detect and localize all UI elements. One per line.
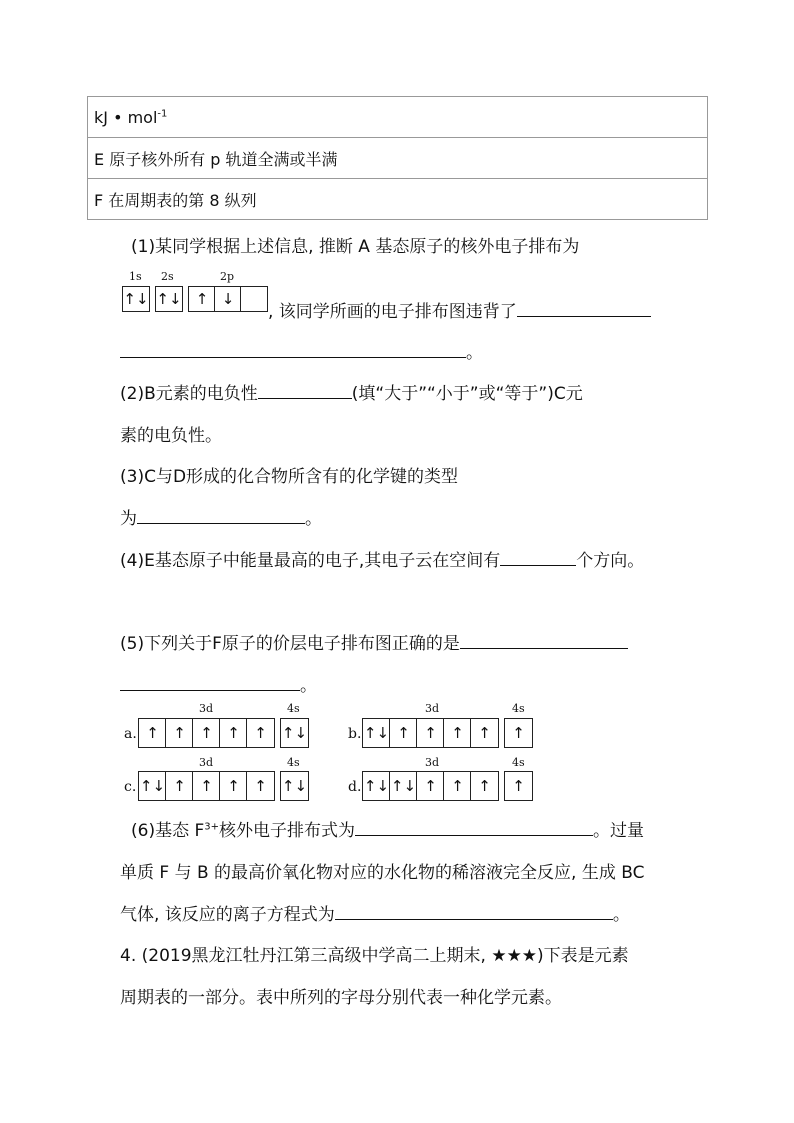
orbital-box-3d: ↑ (389, 718, 418, 748)
orbital-box-3d: ↑ (192, 718, 221, 748)
info-table (87, 96, 708, 220)
option-b-letter: b. (348, 726, 362, 742)
q2-line2: 素的电负性。 (120, 426, 222, 446)
unit-superscript: -1 (157, 108, 168, 120)
orbital-label-2s: 2s (161, 270, 174, 283)
q1-line2 (120, 338, 483, 363)
label-4s: 4s (512, 702, 525, 715)
unit-text: kJ • mol (94, 107, 158, 127)
q4-text-a: (4)E基态原子中能量最高的电子,其电子云在空间有 (120, 551, 501, 571)
orbital-box-3d: ↑ (165, 718, 194, 748)
orbital-box-3d: ↑ (470, 718, 499, 748)
orbital-box-2p (240, 286, 268, 312)
orbital-box-3d: ↑ (416, 771, 445, 801)
q2-text-a: (2)B元素的电负性 (120, 384, 258, 404)
q3-text-b: 为 (120, 509, 137, 529)
orbital-label-1s: 1s (129, 270, 142, 283)
option-c-letter: c. (124, 779, 137, 795)
q6-line3 (120, 900, 630, 925)
q1-continuation (268, 297, 651, 322)
label-3d: 3d (199, 702, 214, 715)
table-cell: F 在周期表的第 8 纵列 (88, 179, 708, 220)
orbital-label-2p: 2p (220, 270, 235, 283)
orbital-box-4s: ↑↓ (280, 718, 309, 748)
orbital-box-3d: ↑ (138, 718, 167, 748)
answer-blank[interactable] (258, 380, 352, 399)
answer-blank[interactable] (500, 547, 576, 566)
orbital-box-3d: ↑↓ (362, 771, 391, 801)
label-3d: 3d (199, 756, 214, 769)
orbital-box-3d: ↑↓ (362, 718, 391, 748)
orbital-box-3d: ↑ (165, 771, 194, 801)
label-3d: 3d (425, 702, 440, 715)
orbital-box-3d: ↑ (192, 771, 221, 801)
q2-text-b: (填“大于”“小于”或“等于”)C元 (351, 384, 583, 404)
answer-blank[interactable] (335, 901, 613, 920)
table-cell: E 原子核外所有 p 轨道全满或半满 (88, 138, 708, 179)
q6-text-b: 核外电子排布式为 (219, 821, 356, 841)
answer-blank[interactable] (120, 339, 466, 358)
answer-blank[interactable] (460, 630, 628, 649)
q5-text-a: (5)下列关于F原子的价层电子排布图正确的是 (120, 634, 460, 654)
answer-blank[interactable] (517, 298, 651, 317)
answer-blank[interactable] (137, 505, 305, 524)
q4-text-b: 个方向。 (576, 551, 645, 571)
problem-4-line1: 4. (2019黑龙江牡丹江第三高级中学高二上期末, ★★★)下表是元素 (120, 946, 629, 966)
q3-line2 (120, 504, 322, 529)
answer-blank[interactable] (355, 817, 593, 836)
orbital-box-3d: ↑↓ (138, 771, 167, 801)
q1-text: (1)某同学根据上述信息, 推断 A 基态原子的核外电子排布为 (131, 237, 580, 257)
orbital-box-3d: ↑ (246, 771, 275, 801)
orbital-box-3d: ↑ (443, 771, 472, 801)
orbital-box-1s: ↑↓ (122, 286, 150, 312)
q6-line1 (131, 816, 644, 841)
q4-line (120, 546, 644, 571)
table-cell (88, 97, 708, 138)
q6-text-d: 气体, 该反应的离子方程式为 (120, 905, 335, 925)
orbital-box-4s: ↑ (504, 771, 533, 801)
orbital-box-3d: ↑ (219, 718, 248, 748)
label-3d: 3d (425, 756, 440, 769)
orbital-box-3d: ↑ (219, 771, 248, 801)
option-a-letter: a. (124, 726, 137, 742)
label-4s: 4s (287, 756, 300, 769)
period: 。 (305, 509, 322, 529)
orbital-box-2p: ↑ (188, 286, 216, 312)
q6-text-a: (6)基态 F (131, 821, 205, 841)
table-row (88, 97, 708, 138)
q6-text-c: 。过量 (593, 821, 645, 841)
label-4s: 4s (512, 756, 525, 769)
label-4s: 4s (287, 702, 300, 715)
orbital-box-2s: ↑↓ (155, 286, 183, 312)
period: 。 (466, 343, 483, 363)
table-row (88, 138, 708, 179)
orbital-box-3d: ↑ (470, 771, 499, 801)
orbital-box-3d: ↑↓ (389, 771, 418, 801)
orbital-box-4s: ↑ (504, 718, 533, 748)
table-row (88, 179, 708, 220)
q2-line1 (120, 379, 583, 404)
orbital-box-3d: ↑ (443, 718, 472, 748)
period: 。 (300, 676, 317, 696)
orbital-box-3d: ↑ (246, 718, 275, 748)
orbital-box-4s: ↑↓ (280, 771, 309, 801)
option-d-letter: d. (348, 779, 362, 795)
problem-4-line2: 周期表的一部分。表中所列的字母分别代表一种化学元素。 (120, 988, 562, 1008)
q1-text-b: , 该同学所画的电子排布图违背了 (268, 302, 517, 322)
q5-line1 (120, 629, 628, 654)
period: 。 (612, 905, 630, 925)
orbital-box-2p: ↓ (214, 286, 242, 312)
q6-line2: 单质 F 与 B 的最高价氧化物对应的水化物的稀溶液完全反应, 生成 BC (120, 863, 645, 883)
q5-line2 (120, 671, 317, 696)
orbital-box-3d: ↑ (416, 718, 445, 748)
charge-superscript: 3+ (204, 821, 220, 833)
q3-line1: (3)C与D形成的化合物所含有的化学键的类型 (120, 467, 459, 487)
answer-blank[interactable] (120, 672, 300, 691)
